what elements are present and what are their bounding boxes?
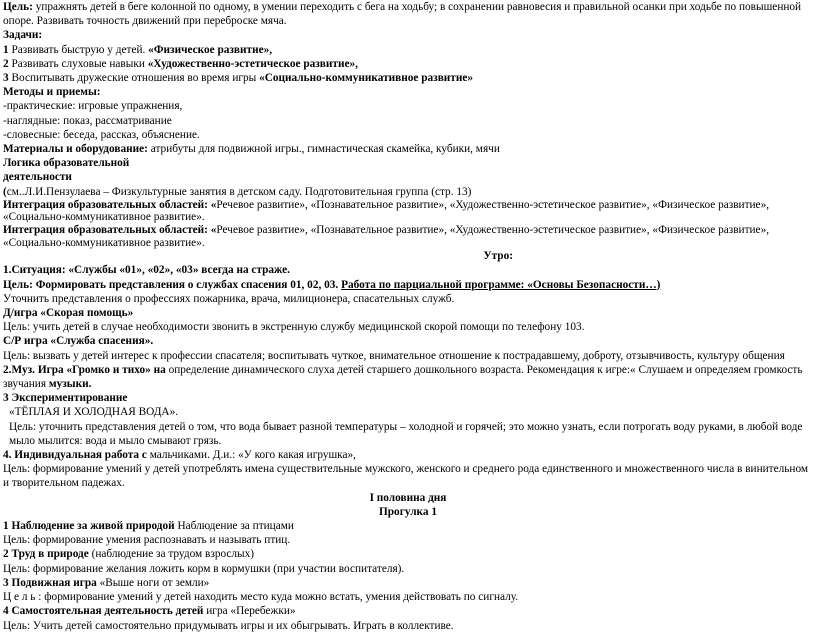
goal-label: Цель: <box>3 1 33 13</box>
integration-paragraph: Интеграция образовательных областей: «Речевое развитие», «Познавательное развитие», «Художественно-эстетическое развитие», «Физическое развитие», «Социально-коммуникативное развитие». <box>3 198 770 224</box>
goal-paragraph <box>3 0 813 28</box>
morning-heading: Утро: <box>483 250 513 263</box>
individual-goal: Цель: формирование умений у детей употреблять имена существительные мужского, женского и среднего рода единственного и множественного числа в винительном и творительном падежах. <box>3 463 809 490</box>
music-game: 2.Муз. Игра «Громко и тихо» на определение динамического слуха детей старшего дошкольного возраста. Рекомендация к игре:« Слушаем и определяем громкость звучания музыки. <box>3 363 803 391</box>
situation-title: 1.Ситуация: «Службы «01», «02», «03» всегда на страже. <box>3 264 290 277</box>
tasks-heading: Задачи: <box>3 29 43 42</box>
task-item: 3 Воспитывать дружеские отношения во время игры «Социально-коммуникативное развитие» <box>3 72 474 85</box>
experiment-title: «ТЁПЛАЯ И ХОЛОДНАЯ ВОДА». <box>9 406 179 419</box>
logic-heading-2: деятельности <box>3 171 72 184</box>
methods-heading: Методы и приемы: <box>3 86 101 99</box>
task-item: 1 Развивать быструю у детей. «Физическое развитие», <box>3 43 273 56</box>
labor: 2 Труд в природе (наблюдение за трудом взрослых) <box>3 548 255 561</box>
logic-heading: Логика образовательной <box>3 157 130 170</box>
method-item: -наглядные: показ, рассматривание <box>3 114 172 127</box>
logic-source: (см..Л.И.Пензулаева – Физкультурные занятия в детском саду. Подготовительная группа (стр. 13) <box>3 185 472 198</box>
walk-heading: Прогулка 1 <box>378 505 437 518</box>
independent-activity-goal: Цель: Учить детей самостоятельно придумывать игры и их обыгрывать. Играть в коллективе. <box>3 619 454 632</box>
experiment-heading: 3 Экспериментирование <box>3 392 128 405</box>
observation-goal: Цель: формирование умения распознавать и называть птиц. <box>3 534 291 547</box>
first-half-heading: I половина дня <box>369 491 447 504</box>
method-item: -практические: игровые упражнения, <box>3 100 183 113</box>
situation-goal: Цель: Формировать представления о службах спасения 01, 02, 03. Работа по парциальной программе: «Основы Безопасности…) <box>3 278 661 291</box>
observation: 1 Наблюдение за живой природой Наблюдение за птицами <box>3 520 294 533</box>
integration-paragraph: Интеграция образовательных областей: «Речевое развитие», «Познавательное развитие», «Художественно-эстетическое развитие», «Физическое развитие», «Социально-коммуникативное развитие». <box>3 224 770 249</box>
game-goal: Цель: учить детей в случае необходимости звонить в экстренную службу медицинской скорой помощи по телефону 103. <box>3 321 585 334</box>
labor-goal: Цель: формирование желания ложить корм в кормушки (при участии воспитателя). <box>3 562 405 575</box>
method-item: -словесные: беседа, рассказ, объяснение. <box>3 128 200 141</box>
outdoor-game: 3 Подвижная игра «Выше ноги от земли» <box>3 576 210 589</box>
individual-work: 4. Индивидуальная работа с мальчиками. Д.и.: «У кого какая игрушка», <box>3 449 356 462</box>
materials-paragraph: Материалы и оборудование: атрибуты для подвижной игры., гимнастическая скамейка, кубики, мячи <box>3 143 500 156</box>
game-title: С/Р игра «Служба спасения». <box>3 335 154 348</box>
goal-text: упражнять детей в беге колонной по одному, в умении переходить с бега на ходьбу; в сохранении равновесия и правильной осанки при ходьбе по повышенной опоре. Развивать точность движений при переброске мяча. <box>3 1 802 28</box>
outdoor-game-goal: Ц е л ь : формирование умений у детей находить место куда можно встать, умения действовать по сигналу. <box>3 591 519 604</box>
game-title: Д/игра «Скорая помощь» <box>3 307 134 320</box>
independent-activity: 4 Самостоятельная деятельность детей игра «Перебежки» <box>3 605 296 618</box>
game-goal: Цель: вызвать у детей интерес к профессии спасателя; воспитывать чуткое, внимательное отношение к пострадавшему, доброту, отзывчивость, культуру общения <box>3 349 785 362</box>
experiment-goal: Цель: уточнить представления детей о том, что вода бывает разной температуры – холодной и горячей; это можно узнать, если потрогать воду руками, в любой воде мыло мылится: вода и мыло смывают грязь. <box>9 420 803 447</box>
task-item: 2 Развивать слуховые навыки «Художественно-эстетическое развитие», <box>3 57 358 70</box>
situation-goal-text: Уточнить представления о профессиях пожарника, врача, милиционера, спасательных служб. <box>3 292 455 305</box>
